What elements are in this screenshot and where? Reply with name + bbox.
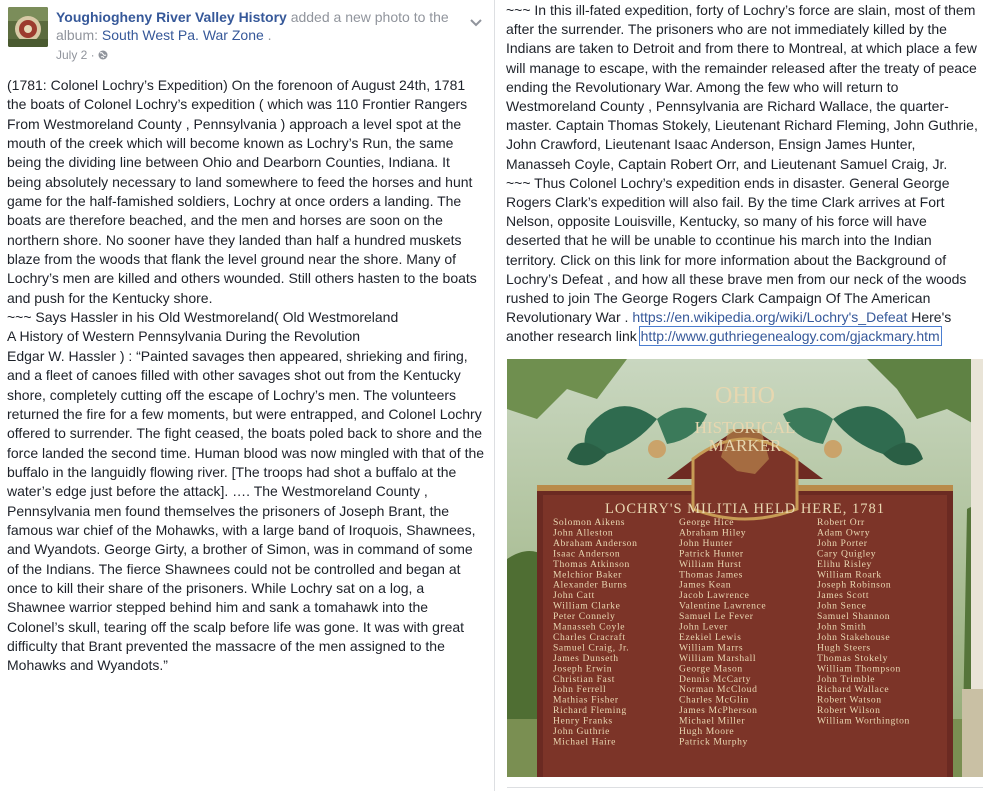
chevron-down-icon[interactable]	[470, 14, 482, 22]
marker-name: James McPherson	[679, 705, 758, 717]
marker-image	[507, 359, 983, 777]
marker-name: Mathias Fisher	[553, 694, 619, 706]
post-body-continued	[506, 1, 981, 347]
marker-name: Manasseh Coyle	[553, 621, 626, 633]
marker-name: Adam Owry	[817, 527, 871, 539]
marker-name: Samuel Craig, Jr.	[553, 642, 630, 654]
marker-name: James Dunseth	[553, 652, 619, 664]
album-suffix: .	[263, 27, 272, 43]
marker-name: John Smith	[817, 621, 867, 633]
marker-name: James Kean	[679, 579, 732, 591]
post-header	[8, 6, 486, 68]
marker-name: John Porter	[817, 537, 868, 549]
marker-name: Isaac Anderson	[553, 548, 621, 560]
marker-name: Robert Watson	[817, 694, 882, 706]
marker-state: OHIO	[715, 383, 775, 409]
between-links-text: Here's another research link	[506, 309, 956, 345]
post-body-text: (1781: Colonel Lochry’s Expedition) On the forenoon of August 24th, 1781 the boats of Colonel Lochry’s expedition ( which was 110 Frontier Rangers From Westmoreland County , Pennsylvania ) approach a level spot at the mouth of the creek which will become known as Lochry’s Run, the same being the dividing line between Ohio and Dearborn Counties, Indiana. It being absolutely necessary to land somewhere to feed the horses and hunt game for the half-famished soldiers, Lochry at once orders a landing. The boats are therefore beached, and the men and horses are soon on the northern shore. No sooner have they landed than half a hundred muskets blaze from the woods that flank the level ground near the shore. Many of Lochry’s men are killed and others wounded. Still others hasten to the boats and push for the Kentucky shore. ~~~ Says Hassler in his Old Westmoreland( Old Westmoreland A History of Western Pennsylvania During the Revolution Edgar W. Hassler ) : “Painted savages then appeared, shrieking and firing, and a fleet of canoes filled with other savages shot out from the Kentucky shore, completely cutting off the escape of Lochry’s men. The volunteers returned the fire for a few moments, but were entrapped, and Colonel Lochry offered to surrender. The fight ceased, the boats poled back to shore and the force landed the second time. Human blood was now mingled with that of the buffalo in the languidly flowing river. [The troops had shot a buffalo at the water’s edge just before the attack]. …. The Westmoreland County , Pennsylvania men found themselves the prisoners of Joseph Brant, the famous war chief of the Mohawks, with a large band of Iroquois, Shawnees, and Wyandots. George Girty, a brother of Simon, was in command of some of the Indians. The fierce Shawnees could not be controlled and began at once to kill their share of the prisoners. While Lochry sat on a log, a Shawnee warrior stepped behind him and sank a tomahawk into the Colonel’s skull, tearing off the scalp before life was gone. It was with great difficulty that Brant prevented the massacre of the men assigned to the Mohawks and Wyandots.”	[7, 77, 485, 674]
marker-name: John Stakehouse	[817, 631, 891, 643]
marker-name: Dennis McCarty	[679, 673, 752, 685]
globe-icon	[98, 49, 108, 63]
marker-title: LOCHRY'S MILITIA HELD HERE, 1781	[605, 501, 885, 517]
marker-name: John Sence	[817, 600, 867, 612]
marker-name: John Ferrell	[553, 684, 607, 696]
marker-name: John Hunter	[679, 537, 733, 549]
marker-name: Charles McGlin	[679, 694, 749, 706]
historical-marker-photo[interactable]	[507, 359, 983, 777]
marker-name: William Clarke	[553, 600, 621, 612]
guthrie-genealogy-link[interactable]: http://www.guthriegenealogy.com/gjackmary.htm	[640, 328, 940, 345]
marker-name: Robert Orr	[817, 517, 865, 528]
post-body-right-text: ~~~ In this ill-fated expedition, forty of Lochry’s force are slain, most of them after the surrender. The prisoners who are not immediately killed by the Indians are taken to Detroit and from there to Montreal, at which place a few will manage to escape, with the remainder released after the treaty of peace ending the Revolutionary War. Among the few who will return to Westmoreland County , Pennsylvania are Richard Wallace, the quarter-master. Captain Thomas Stokely, Lieutenant Richard Fleming, John Guthrie, John Crawford, Lieutenant Isaac Anderson, Ensign James Hunter, Manasseh Coyle, Captain Robert Orr, and Lieutenant Samuel Craig, Jr. ~~~ Thus Colonel Lochry’s expedition ends in disaster. General George Rogers Clark’s expedition will also fail. By the time Clark arrives at Fort Nelson, opposite Louisville, Kentucky, so many of his force will have deserted that he will be unable to ccontinue his march into the Indian territory. Click on this link for more information about the Background of Lochry’s Defeat , and how all these brave men from our neck of the woods rushed to join The George Rogers Clark Campaign Of The American Revolutionary War .	[506, 2, 978, 326]
marker-name: John Trimble	[817, 673, 876, 685]
marker-name: Hugh Steers	[817, 642, 871, 654]
post-meta	[56, 48, 108, 63]
marker-name: Christian Fast	[553, 673, 615, 685]
marker-name: William Marshall	[679, 652, 757, 664]
marker-name: Robert Wilson	[817, 705, 881, 717]
marker-name: Alexander Burns	[553, 579, 628, 591]
marker-name: John Lever	[679, 621, 728, 633]
marker-name: William Marrs	[679, 642, 744, 654]
wikipedia-link[interactable]: https://en.wikipedia.org/wiki/Lochry's_Defeat	[632, 309, 908, 326]
marker-name: Patrick Murphy	[679, 736, 748, 748]
marker-name: William Thompson	[817, 663, 901, 675]
marker-name: Charles Cracraft	[553, 631, 626, 643]
post-byline	[56, 8, 476, 44]
marker-name: Michael Haire	[553, 736, 616, 748]
marker-name: Richard Wallace	[817, 684, 890, 696]
marker-name: Samuel Le Fever	[679, 611, 754, 623]
marker-line2: MARKER	[708, 436, 782, 455]
marker-name: Cary Quigley	[817, 548, 877, 560]
marker-name: Samuel Shannon	[817, 611, 891, 623]
marker-name: Henry Franks	[553, 715, 613, 727]
marker-name: George Mason	[679, 663, 743, 675]
marker-name: Melchior Baker	[553, 569, 622, 581]
marker-name: Thomas James	[679, 569, 743, 581]
marker-name: William Worthington	[817, 715, 910, 727]
marker-name: Joseph Erwin	[553, 663, 613, 675]
marker-name: William Roark	[817, 569, 882, 581]
divider	[507, 787, 983, 788]
marker-name: John Guthrie	[553, 726, 611, 737]
marker-name: Thomas Stokely	[817, 652, 889, 664]
album-link[interactable]: South West Pa. War Zone	[101, 27, 264, 43]
marker-name: Peter Connely	[553, 611, 616, 623]
marker-name: James Scott	[817, 590, 870, 602]
marker-name: William Hurst	[679, 558, 742, 570]
marker-name: Thomas Atkinson	[553, 558, 630, 570]
marker-name: Ezekiel Lewis	[679, 631, 742, 643]
avatar-image	[8, 7, 48, 47]
marker-name: Solomon Aikens	[553, 517, 626, 528]
post-action-text: added a new photo to the album:	[56, 9, 449, 43]
marker-line1: HISTORICAL	[694, 418, 796, 437]
page-name-link[interactable]: Youghiogheny River Valley History	[56, 9, 287, 25]
marker-name: Abraham Hiley	[679, 527, 747, 539]
page-avatar[interactable]	[8, 7, 48, 47]
marker-name: Michael Miller	[679, 715, 746, 727]
marker-name: John Alleston	[553, 527, 614, 539]
post-date[interactable]: July 2 ·	[56, 48, 99, 62]
marker-name: Abraham Anderson	[553, 537, 638, 549]
marker-name: George Hice	[679, 517, 735, 528]
post-right-column	[494, 0, 994, 791]
marker-name: Joseph Robinson	[817, 579, 892, 591]
marker-name: Norman McCloud	[679, 684, 758, 696]
marker-name: Patrick Hunter	[679, 548, 744, 560]
marker-name: Valentine Lawrence	[679, 600, 767, 612]
marker-name: Hugh Moore	[679, 726, 735, 737]
marker-name: Richard Fleming	[553, 705, 627, 717]
post-left-column	[0, 0, 490, 791]
marker-name: Elihu Risley	[817, 558, 872, 570]
marker-name: Jacob Lawrence	[679, 590, 750, 602]
marker-name: John Catt	[553, 590, 595, 602]
